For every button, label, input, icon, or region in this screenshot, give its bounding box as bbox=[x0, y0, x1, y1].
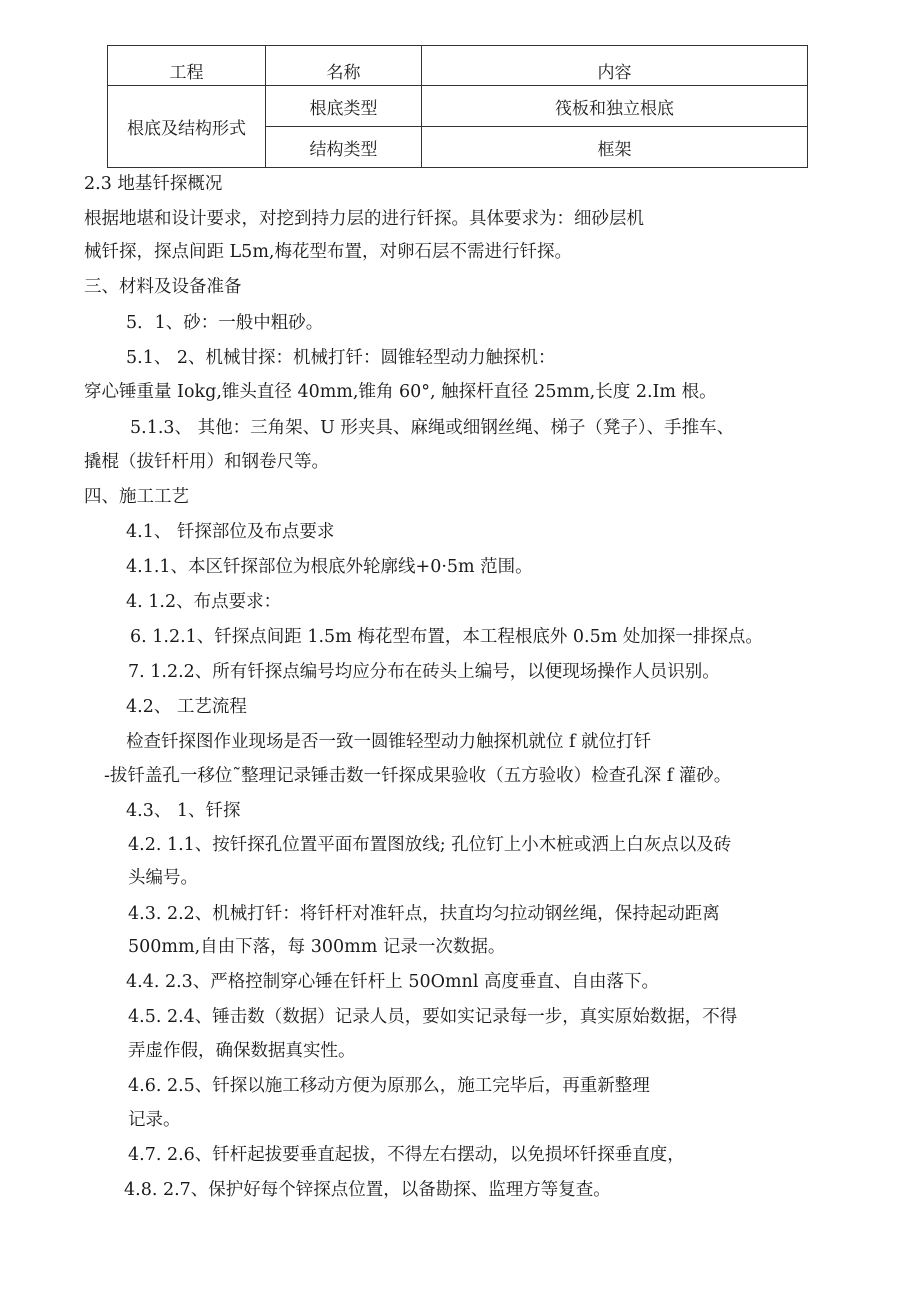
body-text-line: 弄虚作假，确保数据真实性。 bbox=[128, 1041, 356, 1061]
subsection-heading: 4.1、 钎探部位及布点要求 bbox=[126, 522, 335, 542]
body-text-line: 械钎探，探点间距 L5m,梅花型布置，对卵石层不需进行钎探。 bbox=[84, 242, 572, 262]
body-text-line: 检查钎探图作业现场是否一致一圆锥轻型动力触探机就位 f 就位打钎 bbox=[126, 732, 652, 752]
section-heading: 四、施工工艺 bbox=[84, 487, 189, 507]
header-cell-project: 工程 bbox=[108, 46, 266, 86]
body-text-line: 4.3. 2.2、机械打钎：将钎杆对准轩点，扶直均匀拉动钢丝绳，保持起动距离 bbox=[128, 904, 720, 924]
group-label-cell: 根底及结构形式 bbox=[108, 86, 266, 168]
row-content-cell: 筏板和独立根底 bbox=[422, 86, 808, 127]
body-text-line: 4.6. 2.5、钎探以施工移动方便为原那么，施工完毕后，再重新整理 bbox=[128, 1076, 650, 1096]
body-text-line: 记录。 bbox=[128, 1110, 181, 1130]
body-text-line: 撬棍（拔钎杆用）和钢卷尺等。 bbox=[84, 452, 329, 472]
body-text-line: 500mm,自由下落，每 300mm 记录一次数据。 bbox=[128, 937, 506, 957]
table-row bbox=[108, 86, 808, 127]
body-text-line: 头编号。 bbox=[128, 868, 198, 888]
row-name-cell: 结构类型 bbox=[266, 127, 422, 168]
body-text-line: 4.2. 1.1、按钎探孔位置平面布置图放线; 孔位钉上小木桩或洒上白灰点以及砖 bbox=[128, 835, 732, 855]
body-text-line: 4.8. 2.7、保护好每个锌探点位置，以备勘探、监理方等复查。 bbox=[124, 1180, 611, 1200]
header-cell-content: 内容 bbox=[422, 46, 808, 86]
body-text-line: 5.1.3、 其他：三角架、U 形夹具、麻绳或细钢丝绳、梯子（凳子）、手推车、 bbox=[130, 418, 735, 438]
body-text-line: 4. 1.2、布点要求： bbox=[126, 592, 282, 612]
header-cell-name: 名称 bbox=[266, 46, 422, 86]
body-text-line: 6. 1.2.1、钎探点间距 1.5m 梅花型布置，本工程根底外 0.5m 处加探一排探点。 bbox=[130, 627, 763, 647]
row-content-cell: 框架 bbox=[422, 127, 808, 168]
table-header-row bbox=[108, 46, 808, 86]
body-text-line: 4.5. 2.4、锤击数（数据）记录人员，要如实记录每一步，真实原始数据，不得 bbox=[128, 1007, 738, 1027]
body-text-line: 4.4. 2.3、严格控制穿心锤在钎杆上 50Omnl 高度垂直、自由落下。 bbox=[126, 972, 659, 992]
section-heading: 2.3 地基钎探概况 bbox=[84, 174, 223, 194]
project-info-table bbox=[107, 45, 808, 168]
body-text-line: 4.7. 2.6、钎杆起拔要垂直起拔，不得左右摆动，以免损坏钎探垂直度， bbox=[128, 1145, 685, 1165]
row-name-cell: 根底类型 bbox=[266, 86, 422, 127]
section-heading: 三、材料及设备准备 bbox=[84, 277, 242, 297]
subsection-heading: 4.3、 1、钎探 bbox=[126, 801, 241, 821]
body-text-line: 4.1.1、本区钎探部位为根底外轮廓线+0·5m 范围。 bbox=[126, 557, 533, 577]
subsection-heading: 4.2、 工艺流程 bbox=[126, 697, 247, 717]
body-text-line: 5.1、 2、机械甘探：机械打钎：圆锥轻型动力触探机： bbox=[126, 348, 556, 368]
body-text-line: 5．1、砂：一般中粗砂。 bbox=[126, 313, 324, 333]
body-text-line: -拔钎盖孔一移位˜整理记录锤击数一钎探成果验收（五方验收）检查孔深 f 灌砂。 bbox=[104, 766, 732, 786]
body-text-line: 穿心锤重量 Iokg,锥头直径 40mm,锥角 60°, 触探杆直径 25mm,长度 2.Im 根。 bbox=[84, 382, 717, 402]
body-text-line: 7. 1.2.2、所有钎探点编号均应分布在砖头上编号，以便现场操作人员识别。 bbox=[128, 662, 720, 682]
body-text-line: 根据地堪和设计要求，对挖到持力层的进行钎探。具体要求为：细砂层机 bbox=[84, 209, 644, 229]
